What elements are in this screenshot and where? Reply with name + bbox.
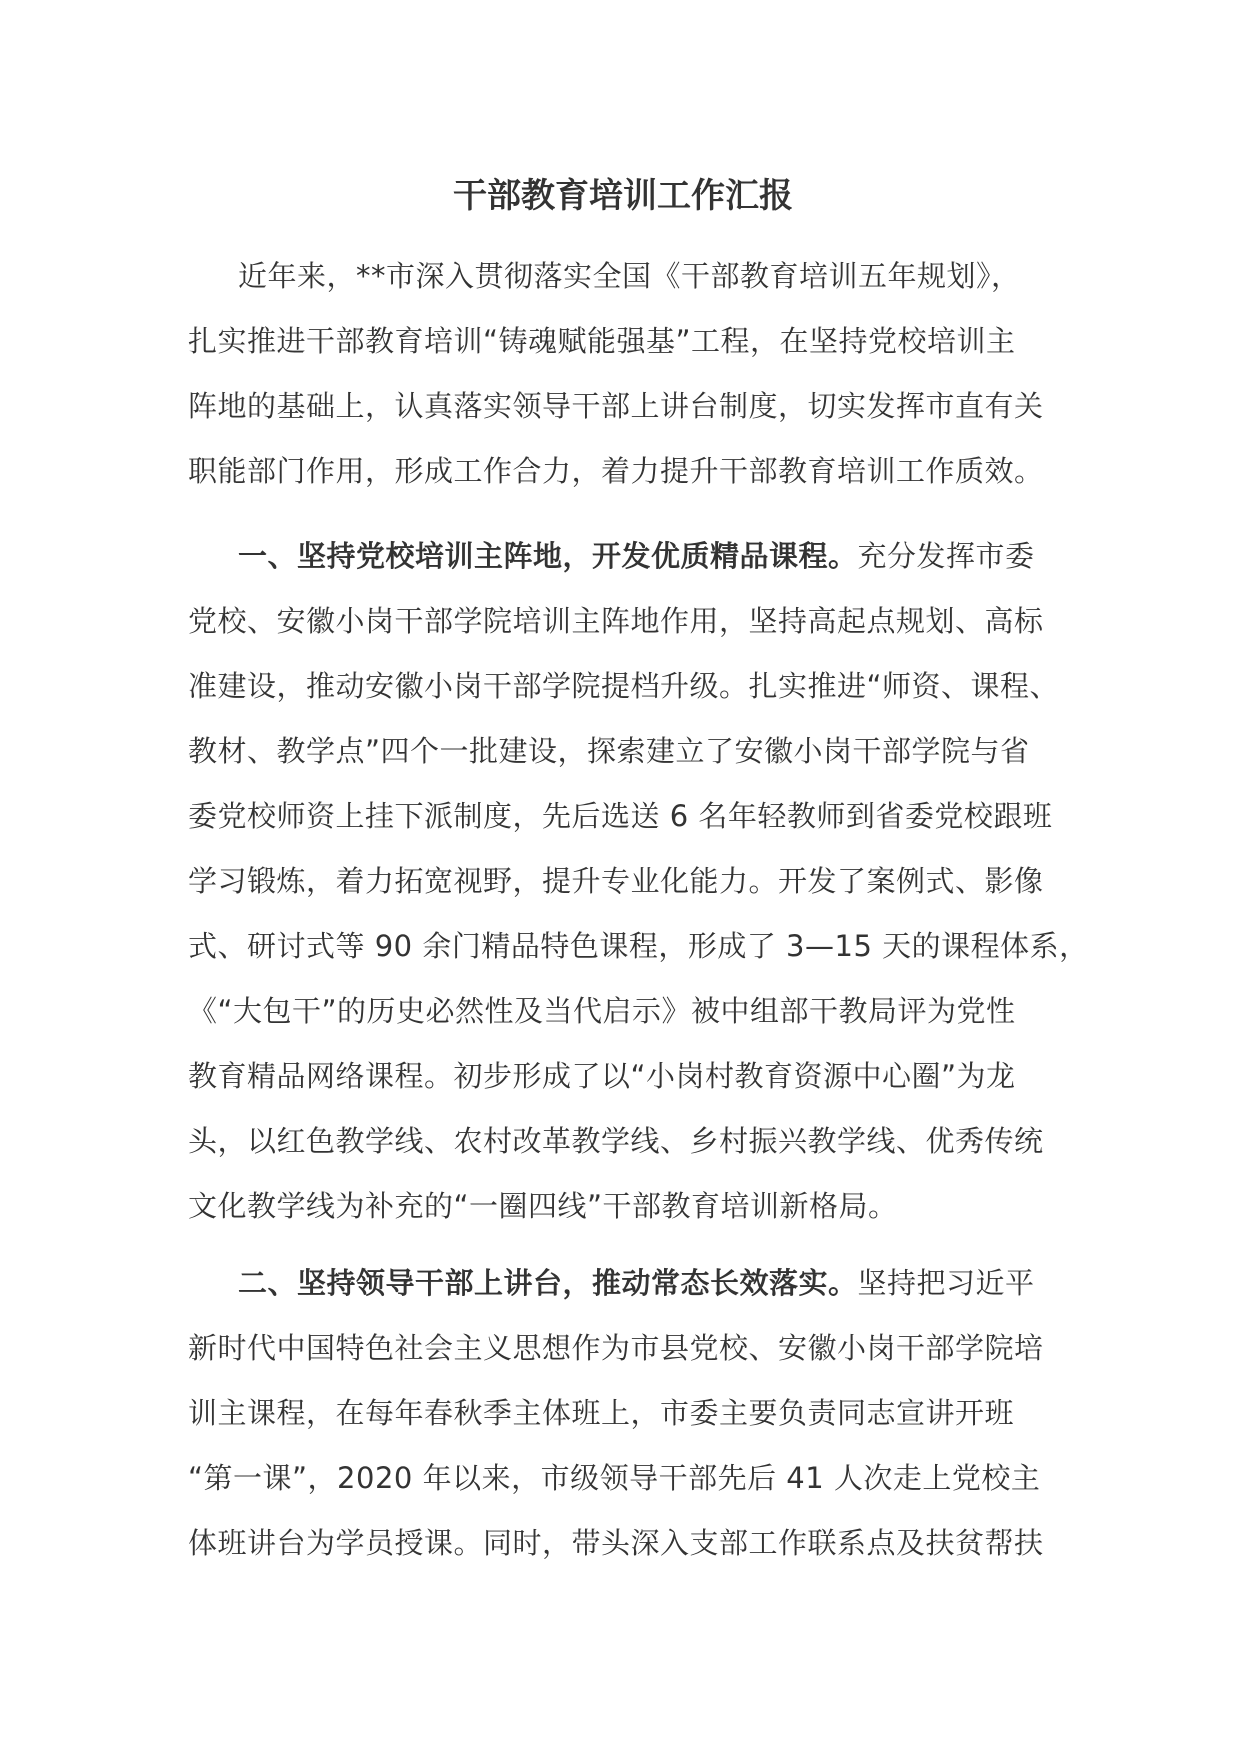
text-line: 近年来，**市深入贯彻落实全国《干部教育培训五年规划》，	[238, 259, 1021, 293]
text-line: 《“大包干”的历史必然性及当代启示》被中组部干教局评为党性	[188, 994, 1016, 1028]
section-1-first-line-text: 充分发挥市委	[857, 539, 1035, 573]
text-line: 文化教学线为补充的“一圈四线”干部教育培训新格局。	[188, 1189, 898, 1223]
text-line: 式、研讨式等 90 余门精品特色课程，形成了 3—15 天的课程体系，	[188, 929, 1089, 963]
section-1-paragraph	[188, 524, 1089, 1239]
section-2-paragraph	[188, 1251, 1058, 1576]
text-line: 头，以红色教学线、农村改革教学线、乡村振兴教学线、优秀传统	[188, 1124, 1044, 1158]
text-line: 党校、安徽小岗干部学院培训主阵地作用，坚持高起点规划、高标	[188, 604, 1044, 638]
text-line: 阵地的基础上，认真落实领导干部上讲台制度，切实发挥市直有关	[188, 389, 1044, 423]
text-line: 委党校师资上挂下派制度，先后选送 6 名年轻教师到省委党校跟班	[188, 799, 1053, 833]
text-line: 教材、教学点”四个一批建设，探索建立了安徽小岗干部学院与省	[188, 734, 1030, 768]
text-line: 职能部门作用，形成工作合力，着力提升干部教育培训工作质效。	[188, 454, 1044, 488]
text-line: 学习锻炼，着力拓宽视野，提升专业化能力。开发了案例式、影像	[188, 864, 1044, 898]
section-1-heading: 一、坚持党校培训主阵地，开发优质精品课程。	[238, 539, 858, 573]
text-line: “第一课”，2020 年以来，市级领导干部先后 41 人次走上党校主	[188, 1461, 1041, 1495]
text-line: 准建设，推动安徽小岗干部学院提档升级。扎实推进“师资、课程、	[188, 669, 1060, 703]
section-2-heading: 二、坚持领导干部上讲台，推动常态长效落实。	[238, 1266, 858, 1300]
document-title: 干部教育培训工作汇报	[453, 176, 793, 216]
section-2-first-line	[188, 1251, 1058, 1316]
text-line: 新时代中国特色社会主义思想作为市县党校、安徽小岗干部学院培	[188, 1331, 1044, 1365]
text-line: 教育精品网络课程。初步形成了以“小岗村教育资源中心圈”为龙	[188, 1059, 1016, 1093]
section-2-first-line-text: 坚持把习近平	[857, 1266, 1035, 1300]
section-1-first-line	[188, 524, 1058, 589]
text-line: 训主课程，在每年春秋季主体班上，市委主要负责同志宣讲开班	[188, 1396, 1015, 1430]
text-line: 扎实推进干部教育培训“铸魂赋能强基”工程，在坚持党校培训主	[188, 324, 1016, 358]
text-line: 体班讲台为学员授课。同时，带头深入支部工作联系点及扶贫帮扶	[188, 1526, 1044, 1560]
intro-paragraph	[188, 244, 1058, 504]
